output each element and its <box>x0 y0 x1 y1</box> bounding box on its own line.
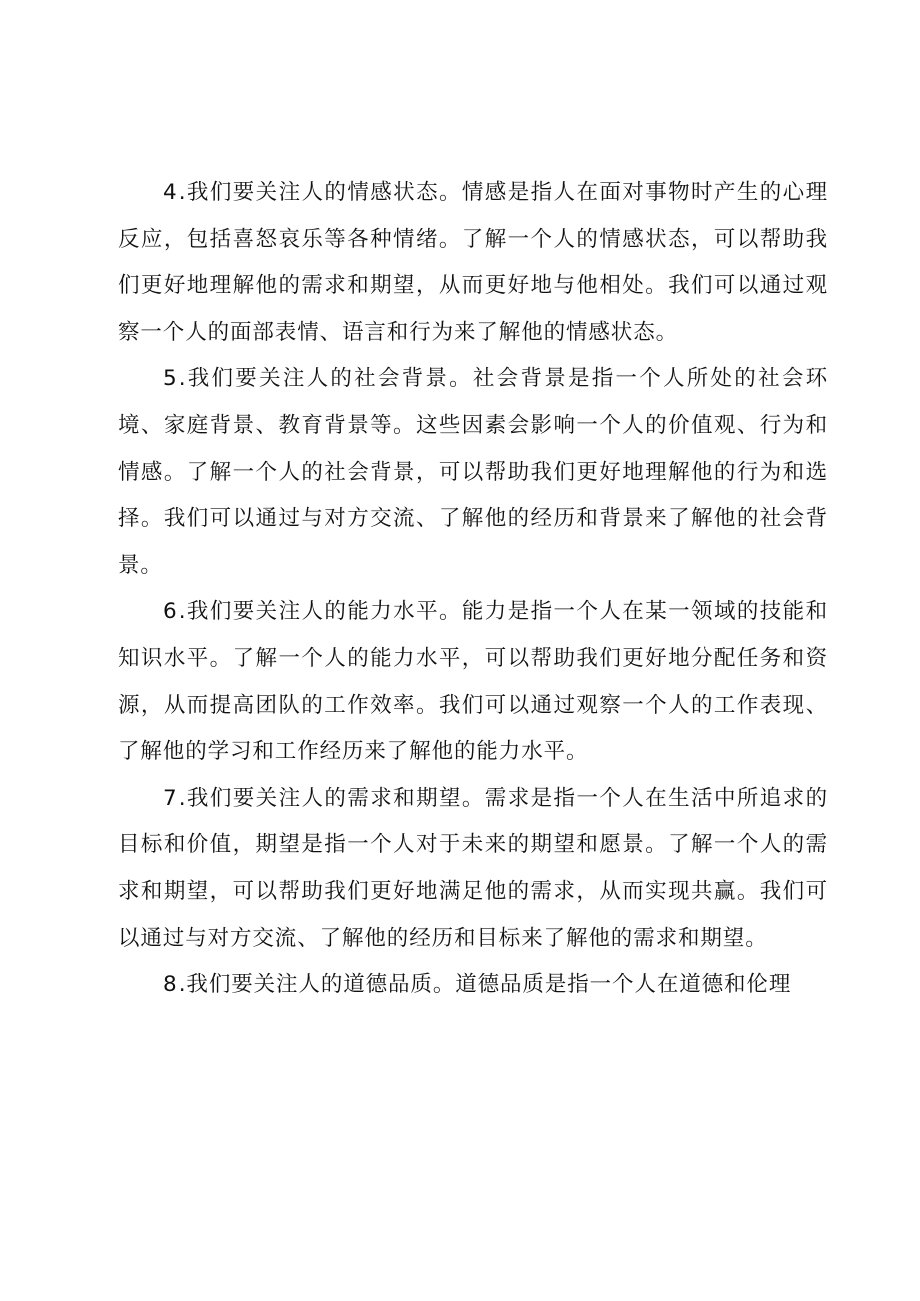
paragraph-number: 7 <box>163 785 177 811</box>
paragraph-number: 8 <box>163 972 177 998</box>
paragraph-number: 4 <box>163 180 177 205</box>
paragraph-text: .我们要关注人的需求和期望。需求是指一个人在生活中所追求的目标和价值，期望是指一个人对于未来的期望和愿景。了解一个人的需求和期望，可以帮助我们更好地满足他的需求，从而实现共赢。我们可以通过与对方交流、了解他的经历和目标来了解他的需求和期望。 <box>118 785 828 951</box>
paragraph-text: .我们要关注人的社会背景。社会背景是指一个人所处的社会环境、家庭背景、教育背景等。这些因素会影响一个人的价值观、行为和情感。了解一个人的社会背景，可以帮助我们更好地理解他的行为和选择。我们可以通过与对方交流、了解他的经历和背景来了解他的社会背景。 <box>118 366 828 578</box>
paragraph-text: .我们要关注人的情感状态。情感是指人在面对事物时产生的心理反应，包括喜怒哀乐等各种情绪。了解一个人的情感状态，可以帮助我们更好地理解他的需求和期望，从而更好地与他相处。我们可以通过观察一个人的面部表情、语言和行为来了解他的情感状态。 <box>118 180 828 345</box>
paragraph-text: .我们要关注人的能力水平。能力是指一个人在某一领域的技能和知识水平。了解一个人的能力水平，可以帮助我们更好地分配任务和资源，从而提高团队的工作效率。我们可以通过观察一个人的工作表现、了解他的学习和工作经历来了解他的能力水平。 <box>118 599 828 765</box>
paragraph-4 <box>118 170 828 356</box>
paragraph-5 <box>118 356 828 589</box>
paragraph-number: 5 <box>163 366 177 392</box>
paragraph-6 <box>118 589 828 775</box>
paragraph-7 <box>118 776 828 962</box>
paragraph-number: 6 <box>163 599 177 625</box>
document-body <box>118 170 828 1009</box>
paragraph-8 <box>118 962 828 1009</box>
paragraph-text: .我们要关注人的道德品质。道德品质是指一个人在道德和伦理 <box>178 972 792 998</box>
